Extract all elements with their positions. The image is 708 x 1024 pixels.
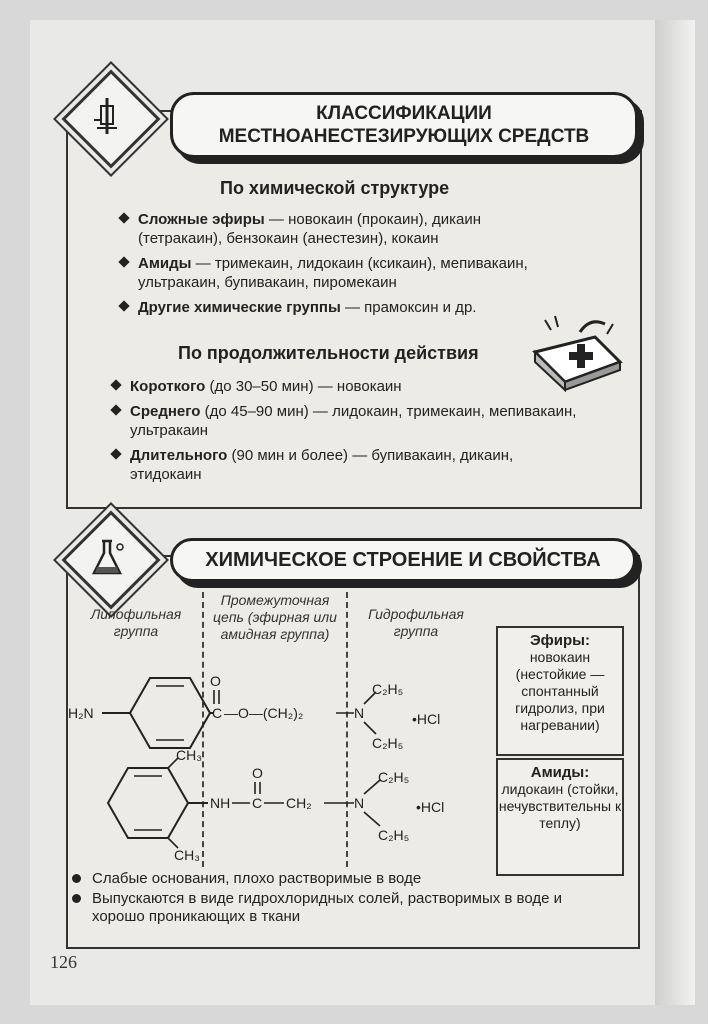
list-item: Короткого (до 30–50 мин) — новокаин: [110, 377, 580, 396]
duration-heading: По продолжительности действия: [178, 343, 479, 363]
list-item: Сложные эфиры — новокаин (прокаин), дикаин (тетракаин), бензокаин (анестезин), кокаин: [118, 210, 568, 248]
formula-o-chain: —O—(CH₂)₂: [224, 705, 304, 721]
lipophilic-label: Липофильная группа: [90, 606, 182, 639]
syringe-icon: [82, 92, 132, 142]
diamond-bullet-icon: [110, 404, 121, 415]
list-item: Амиды — тримекаин, лидокаин (ксикаин), мепивакаин, ультракаин, бупивакаин, пиромекаин: [118, 254, 568, 292]
formula-c2: C: [252, 795, 263, 811]
list-item: Другие химические группы — прамоксин и др.: [118, 298, 568, 317]
intermediate-label: Промежуточная цепь (эфирная или амидная группа): [213, 592, 337, 642]
formula-nh: NH: [210, 795, 231, 811]
list-item: Длительного (90 мин и более) — бупивакаин, дикаин, этидокаин: [110, 446, 580, 484]
round-bullet-icon: [72, 874, 81, 883]
formula-c1: C: [212, 705, 223, 721]
round-bullet-icon: [72, 894, 81, 903]
structure-heading: По химической структуре: [220, 178, 450, 198]
list-item: Слабые основания, плохо растворимые в воде: [70, 870, 600, 888]
page-number: 126: [50, 952, 77, 972]
properties-list: [70, 870, 600, 928]
formula-c2h5-d: C₂H₅: [378, 827, 410, 843]
page-edge: [655, 20, 695, 1005]
formula-ch3-top: CH₃: [176, 747, 202, 763]
list-item: Выпускаются в виде гидрохлоридных солей, растворимых в воде и хорошо проникающих в ткани: [70, 890, 600, 926]
flask-icon: [82, 533, 132, 583]
title-line-1: КЛАССИФИКАЦИИ: [316, 103, 492, 124]
section1-title: [170, 92, 638, 158]
diamond-bullet-icon: [118, 300, 129, 311]
structural-formulas: [66, 640, 496, 870]
list-item: Среднего (до 45–90 мин) — лидокаин, тримекаин, мепивакаин, ультракаин: [110, 402, 580, 440]
formula-ch3-bottom: CH₃: [174, 847, 200, 863]
section2-title: ХИМИЧЕСКОЕ СТРОЕНИЕ И СВОЙСТВА: [170, 538, 636, 582]
hydrophilic-label: Гидрофильная группа: [368, 606, 464, 639]
formula-h2n: H₂N: [68, 705, 94, 721]
formula-hcl2: •HCl: [416, 799, 445, 815]
formula-o-top2: O: [252, 765, 263, 781]
esters-box: Эфиры: новокаин (нестойкие — спонтанный гидролиз, при нагревании): [496, 626, 624, 756]
amides-box: Амиды: лидокаин (стойки, нечувствительны к теплу): [496, 758, 624, 876]
formula-c2h5-a: C₂H₅: [372, 681, 404, 697]
diamond-bullet-icon: [118, 256, 129, 267]
title-line-2: МЕСТНОАНЕСТЕЗИРУЮЩИХ СРЕДСТВ: [218, 126, 590, 147]
formula-ch2: CH₂: [286, 795, 312, 811]
diamond-bullet-icon: [118, 212, 129, 223]
formula-hcl1: •HCl: [412, 711, 441, 727]
formula-n1: N: [354, 705, 365, 721]
formula-c2h5-b: C₂H₅: [372, 735, 404, 751]
formula-n2: N: [354, 795, 365, 811]
formula-o-top: O: [210, 673, 221, 689]
formula-c2h5-c: C₂H₅: [378, 769, 410, 785]
diamond-bullet-icon: [110, 379, 121, 390]
duration-list: [110, 377, 580, 490]
diamond-bullet-icon: [110, 448, 121, 459]
structure-list: [118, 210, 568, 323]
